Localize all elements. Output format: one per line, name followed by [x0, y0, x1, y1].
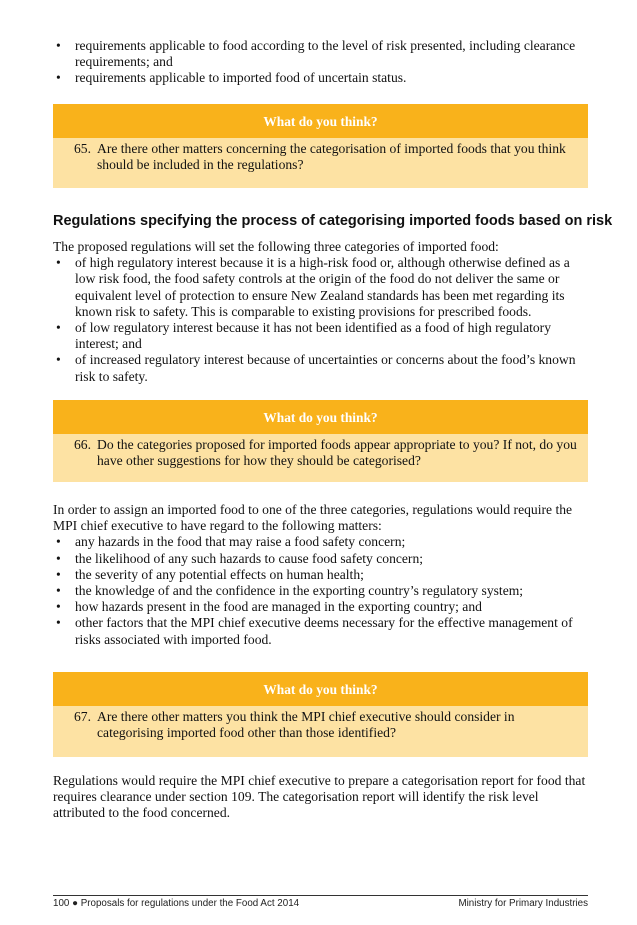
question-text: Do the categories proposed for imported foods appear appropriate to you? If not, do you have other suggestions for how they should be categorised? [97, 437, 577, 469]
list-item: • any hazards in the food that may raise a food safety concern; [56, 534, 406, 550]
bullet-icon: • [56, 70, 61, 86]
question-text: Are there other matters you think the MPI chief executive should consider in categorising imported food other than those identified? [97, 709, 515, 741]
list-item: • requirements applicable to food according to the level of risk presented, including clearance requirements; and [56, 38, 576, 70]
box-heading: What do you think? [53, 400, 588, 434]
list-item: • of high regulatory interest because it is a high-risk food or, although otherwise defined as a low risk food, the food safety controls at the origin of the food do not deliver the same or equivalent level of protection to ensure New Zealand standards has been met regarding its known risk to safety. This is comparable to existing provisions for prescribed foods. [56, 255, 570, 319]
question-number: 65. [74, 141, 91, 156]
question-box-65 [53, 104, 588, 188]
box-heading: What do you think? [53, 104, 588, 138]
list-item: • of increased regulatory interest because of uncertainties or concerns about the food’s known risk to safety. [56, 352, 576, 384]
bullet-icon: • [56, 38, 61, 53]
question-box-67 [53, 672, 588, 757]
list-item: • the likelihood of any such hazards to cause food safety concern; [56, 550, 424, 566]
list-item: • requirements applicable to imported food of uncertain status. [56, 70, 407, 86]
question-number: 67. [74, 709, 91, 724]
question-number: 66. [74, 437, 91, 452]
footer-left: 100 ● Proposals for regulations under the Food Act 2014 [53, 898, 300, 909]
question-text: Are there other matters concerning the categorisation of imported foods that you think should be included in the regulations? [97, 141, 566, 173]
bullet-icon: • [56, 583, 61, 599]
footer-divider [53, 895, 588, 896]
bullet-icon: • [56, 615, 61, 631]
list-item: • the knowledge of and the confidence in the exporting country’s regulatory system; [56, 583, 524, 599]
bullet-icon: • [56, 599, 61, 615]
bullet-icon: • [56, 550, 61, 566]
section-heading: Regulations specifying the process of categorising imported foods based on risk [53, 213, 613, 229]
box-body [53, 138, 588, 188]
bullet-icon: • [56, 566, 61, 582]
bullet-icon: • [56, 320, 61, 336]
matters-section [53, 502, 588, 648]
top-bullet-list [53, 38, 588, 87]
question-box-66 [53, 400, 588, 482]
bullet-icon: • [56, 255, 61, 271]
box-heading: What do you think? [53, 672, 588, 706]
list-item: • how hazards present in the food are managed in the exporting country; and [56, 599, 482, 615]
list-item: • the severity of any potential effects on human health; [56, 566, 364, 582]
bullet-icon: • [56, 534, 61, 550]
box-body [53, 706, 588, 757]
footer-right: Ministry for Primary Industries [458, 898, 588, 909]
bullet-icon: • [56, 352, 61, 368]
list-item: • other factors that the MPI chief executive deems necessary for the effective management of risks associated with imported food. [56, 615, 573, 647]
matters-intro: In order to assign an imported food to one of the three categories, regulations would require the MPI chief executive to have regard to the following matters: [53, 502, 573, 534]
list-item: • of low regulatory interest because it has not been identified as a food of high regulatory interest; and [56, 320, 552, 352]
categories-section [53, 239, 588, 385]
box-body [53, 434, 588, 482]
closing-paragraph: Regulations would require the MPI chief executive to prepare a categorisation report for food that requires clearance under section 109. The categorisation report will identify the risk level attributed to the food concerned. [53, 773, 586, 821]
section-intro: The proposed regulations will set the following three categories of imported food: [53, 239, 499, 254]
